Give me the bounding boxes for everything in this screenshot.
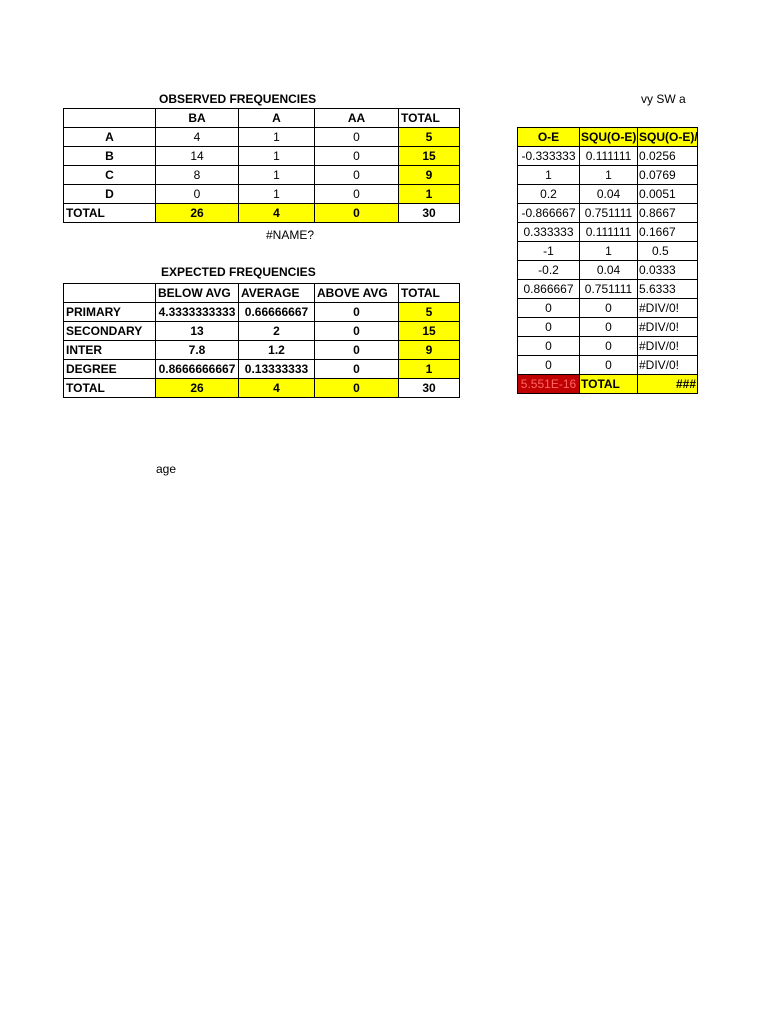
cell[interactable]: 0 <box>580 337 638 356</box>
row-label-cell[interactable]: D <box>64 185 156 204</box>
table-row <box>64 303 460 322</box>
cell[interactable]: 0 <box>315 360 399 379</box>
row-label-cell[interactable]: SECONDARY <box>64 322 156 341</box>
table-total-row <box>64 379 460 398</box>
cell[interactable]: 0 <box>315 128 399 147</box>
total-cell[interactable]: 15 <box>399 147 460 166</box>
total-cell[interactable]: 1 <box>399 360 460 379</box>
observed-table <box>63 108 460 223</box>
cell[interactable]: -1 <box>518 242 580 261</box>
total-cell[interactable]: 15 <box>399 322 460 341</box>
grand-total-cell[interactable]: 30 <box>399 204 460 223</box>
table-row <box>518 223 698 242</box>
cell[interactable]: 1 <box>239 185 315 204</box>
cell[interactable]: 0 <box>156 185 239 204</box>
cell[interactable]: 0 <box>315 147 399 166</box>
header-cell[interactable]: TOTAL <box>399 284 460 303</box>
header-cell[interactable]: SQU(O-E) <box>580 128 638 147</box>
calc-region <box>517 127 698 403</box>
sum-error-cell[interactable]: 5.551E-16 <box>518 375 580 394</box>
total-cell[interactable]: 4 <box>239 379 315 398</box>
header-cell[interactable]: ABOVE AVG <box>315 284 399 303</box>
total-cell[interactable]: 0 <box>315 204 399 223</box>
cell[interactable]: 0 <box>580 299 638 318</box>
total-cell[interactable]: 5 <box>399 303 460 322</box>
expected-table <box>63 283 460 398</box>
cell[interactable]: 2 <box>239 322 315 341</box>
cell[interactable]: 0.0769 <box>638 166 698 185</box>
row-label-cell[interactable]: TOTAL <box>64 379 156 398</box>
table-row <box>518 356 698 375</box>
row-label-cell[interactable]: B <box>64 147 156 166</box>
header-cell[interactable]: A <box>239 109 315 128</box>
header-cell[interactable]: AVERAGE <box>239 284 315 303</box>
cell[interactable]: 0.0256 <box>638 147 698 166</box>
row-label-cell[interactable]: TOTAL <box>64 204 156 223</box>
table-row <box>518 242 698 261</box>
cell[interactable]: 0.111111 <box>580 223 638 242</box>
table-row <box>518 337 698 356</box>
cell[interactable]: 1 <box>518 166 580 185</box>
cell[interactable]: 0.04 <box>580 261 638 280</box>
calc-table <box>517 127 698 394</box>
table-row <box>518 299 698 318</box>
cell[interactable]: 0.66666667 <box>239 303 315 322</box>
table-row <box>518 204 698 223</box>
row-label-cell[interactable]: A <box>64 128 156 147</box>
cell[interactable]: 8 <box>156 166 239 185</box>
table-header-row <box>64 284 460 303</box>
header-cell[interactable] <box>64 284 156 303</box>
cell[interactable]: 0.2 <box>518 185 580 204</box>
header-cell[interactable]: O-E <box>518 128 580 147</box>
cell[interactable]: 1.2 <box>239 341 315 360</box>
table-row <box>518 261 698 280</box>
cell[interactable]: 0 <box>580 356 638 375</box>
name-error-note: #NAME? <box>266 228 315 242</box>
cell[interactable]: #DIV/0! <box>638 356 698 375</box>
header-cell[interactable]: BA <box>156 109 239 128</box>
cell[interactable]: 0.5 <box>638 242 698 261</box>
table-row <box>518 185 698 204</box>
cell[interactable]: 5.6333 <box>638 280 698 299</box>
cell[interactable]: 0 <box>518 356 580 375</box>
cell[interactable]: 1 <box>239 128 315 147</box>
total-cell[interactable]: 9 <box>399 341 460 360</box>
table-row <box>64 147 460 166</box>
table-row <box>518 166 698 185</box>
cell[interactable]: 0 <box>315 341 399 360</box>
table-row <box>518 318 698 337</box>
total-cell[interactable]: 5 <box>399 128 460 147</box>
overflow-cell[interactable]: ### <box>638 375 698 394</box>
total-cell[interactable]: 26 <box>156 204 239 223</box>
total-cell[interactable]: 0 <box>315 379 399 398</box>
table-header-row <box>518 128 698 147</box>
row-label-cell[interactable]: INTER <box>64 341 156 360</box>
table-row <box>64 185 460 204</box>
row-label-cell[interactable]: DEGREE <box>64 360 156 379</box>
table-header-row <box>64 109 460 128</box>
observed-title: OBSERVED FREQUENCIES <box>159 92 317 106</box>
table-row <box>64 360 460 379</box>
total-cell[interactable]: 1 <box>399 185 460 204</box>
cell[interactable]: 0 <box>315 303 399 322</box>
row-label-cell[interactable]: C <box>64 166 156 185</box>
total-label-cell[interactable]: TOTAL <box>580 375 638 394</box>
cell[interactable]: 0 <box>518 318 580 337</box>
cell[interactable]: #DIV/0! <box>638 299 698 318</box>
expected-title: EXPECTED FREQUENCIES <box>161 265 316 279</box>
row-label-cell[interactable]: PRIMARY <box>64 303 156 322</box>
cell[interactable]: 0.0333 <box>638 261 698 280</box>
cell[interactable]: 1 <box>580 242 638 261</box>
cell[interactable]: 1 <box>580 166 638 185</box>
header-cell[interactable] <box>64 109 156 128</box>
side-label: vy SW a <box>641 92 686 106</box>
cell[interactable]: -0.2 <box>518 261 580 280</box>
header-cell[interactable]: TOTAL <box>399 109 460 128</box>
cell[interactable]: 0.111111 <box>580 147 638 166</box>
cell[interactable]: 0.13333333 <box>239 360 315 379</box>
cell[interactable]: 0 <box>315 185 399 204</box>
total-cell[interactable]: 4 <box>239 204 315 223</box>
cell[interactable]: #DIV/0! <box>638 337 698 356</box>
cell[interactable]: 1 <box>239 166 315 185</box>
cell[interactable]: 4.3333333333 <box>156 303 239 322</box>
footer-label: age <box>156 462 177 476</box>
cell[interactable]: -0.866667 <box>518 204 580 223</box>
grand-total-cell[interactable]: 30 <box>399 379 460 398</box>
cell[interactable]: 7.8 <box>156 341 239 360</box>
cell[interactable]: 0.8666666667 <box>156 360 239 379</box>
cell[interactable]: 0.0051 <box>638 185 698 204</box>
cell[interactable]: 0.751111 <box>580 280 638 299</box>
table-row <box>64 166 460 185</box>
total-cell[interactable]: 9 <box>399 166 460 185</box>
table-row <box>518 280 698 299</box>
cell[interactable]: 13 <box>156 322 239 341</box>
cell[interactable]: 14 <box>156 147 239 166</box>
table-row <box>64 341 460 360</box>
cell[interactable]: 1 <box>239 147 315 166</box>
cell[interactable]: 0.04 <box>580 185 638 204</box>
header-cell[interactable]: SQU(O-E)/ <box>638 128 698 147</box>
header-cell[interactable]: AA <box>315 109 399 128</box>
cell[interactable]: -0.333333 <box>518 147 580 166</box>
cell[interactable]: 0.8667 <box>638 204 698 223</box>
table-row <box>64 128 460 147</box>
table-total-row <box>64 204 460 223</box>
cell[interactable]: 0 <box>580 318 638 337</box>
header-cell[interactable]: BELOW AVG <box>156 284 239 303</box>
cell[interactable]: 0.1667 <box>638 223 698 242</box>
cell[interactable]: 0 <box>315 166 399 185</box>
table-row <box>518 147 698 166</box>
cell[interactable]: 0 <box>315 322 399 341</box>
cell[interactable]: 0 <box>518 299 580 318</box>
table-total-row <box>518 375 698 394</box>
total-cell[interactable]: 26 <box>156 379 239 398</box>
cell[interactable]: #DIV/0! <box>638 318 698 337</box>
cell[interactable]: 4 <box>156 128 239 147</box>
cell[interactable]: 0 <box>518 337 580 356</box>
table-row <box>64 322 460 341</box>
cell[interactable]: 0.866667 <box>518 280 580 299</box>
cell[interactable]: 0.333333 <box>518 223 580 242</box>
cell[interactable]: 0.751111 <box>580 204 638 223</box>
